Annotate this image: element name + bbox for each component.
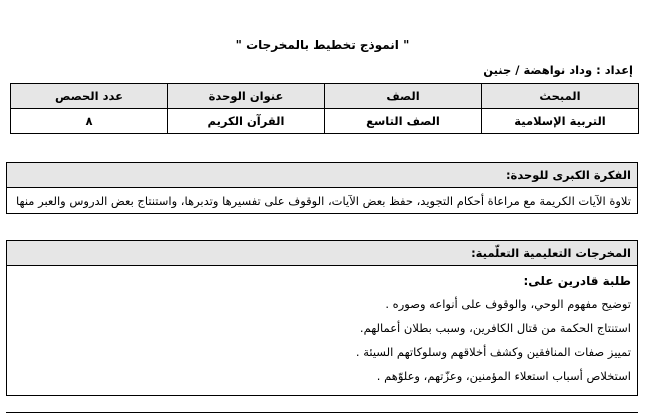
outcomes-heading: المخرجات التعليمية التعلّمية: [7, 241, 637, 266]
big-idea-section [6, 162, 638, 214]
list-item: استنتاج الحكمة من قتال الكافرين، وسبب بطلان أعمالهم. [359, 321, 631, 335]
preparer-line: إعداد : وداد نواهضة / جنين [483, 63, 633, 77]
header-subject: المبحث [482, 84, 639, 109]
cell-unit-title: القرآن الكريم [168, 109, 325, 134]
divider [6, 412, 638, 413]
cell-grade: الصف التاسع [325, 109, 482, 134]
header-grade: الصف [325, 84, 482, 109]
unit-info-table [10, 83, 639, 134]
list-item: استخلاص أسباب استعلاء المؤمنين، وعزّتهم، وعلوّهم . [376, 369, 631, 383]
header-unit-title: عنوان الوحدة [168, 84, 325, 109]
table-row [11, 109, 639, 134]
list-item: توضيح مفهوم الوحي، والوقوف على أنواعه وصوره . [385, 297, 631, 311]
list-item: تمييز صفات المنافقين وكشف أخلاقهم وسلوكاتهم السيئة . [355, 345, 631, 359]
outcomes-section [6, 240, 638, 396]
cell-lesson-count: ٨ [11, 109, 168, 134]
students-label: طلبة قادرين على: [523, 274, 631, 288]
header-lesson-count: عدد الحصص [11, 84, 168, 109]
big-idea-text: تلاوة الآيات الكريمة مع مراعاة أحكام التجويد، حفظ بعض الآيات، الوقوف على تفسيرها وتدبرها، واستنتاج بعض الدروس والعبر منها [16, 194, 631, 208]
big-idea-heading: الفكرة الكبرى للوحدة: [7, 163, 637, 188]
cell-subject: التربية الإسلامية [482, 109, 639, 134]
document-title: " انموذج تخطيط بالمخرجات " [235, 38, 410, 52]
table-header-row [11, 84, 639, 109]
